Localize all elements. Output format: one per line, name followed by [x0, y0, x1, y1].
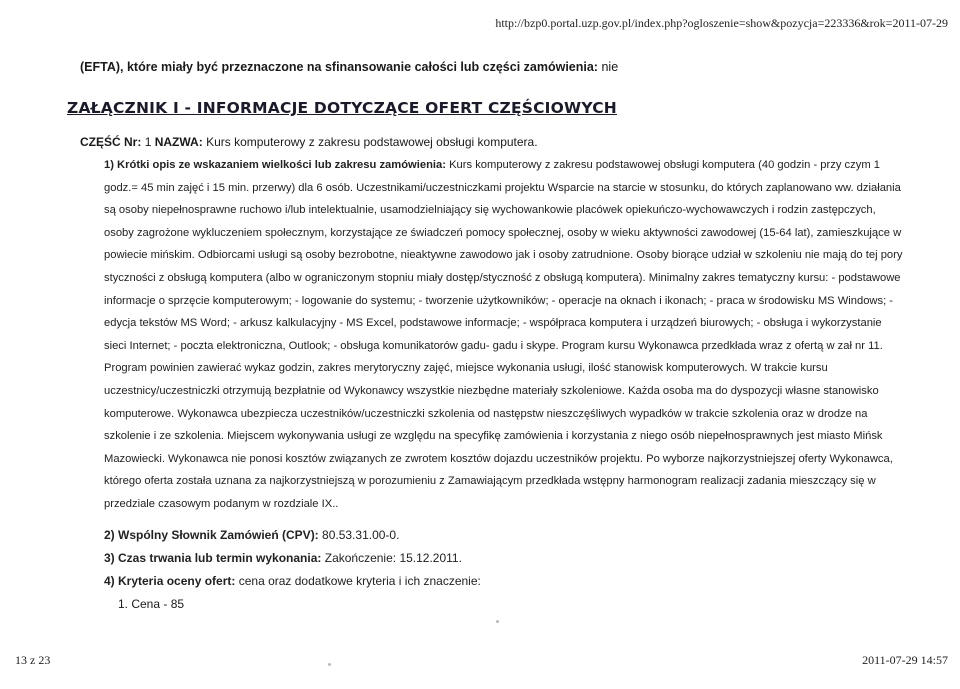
duration-value: Zakończenie: 15.12.2011.	[324, 551, 462, 565]
criteria-line	[104, 574, 481, 588]
efta-label: (EFTA), które miały być przeznaczone na sfinansowanie całości lub części zamówienia:	[80, 60, 598, 74]
print-datetime: 2011-07-29 14:57	[862, 653, 948, 667]
efta-value: nie	[601, 60, 619, 74]
short-description-text: Kurs komputerowy z zakresu podstawowej obsługi komputera (40 godzin - przy czym 1 godz.= 45 min zajęć i 15 min. przerwy) dla 6 osób. Uczestnikami/uczestniczkami projektu Wsparcie na starcie w stosunku, do których zaplanowano ww. działania są osoby niepełnosprawne ruchowo i/lub intelektualnie, usamodzielniający się wychowankowie placówek opiekuńczo-wychowawczych i rodzin zastępczych, osoby zagrożone wykluczeniem społecznym, korzystające ze świadczeń pomocy społecznej, osoby w wieku aktywności zawodowej (15-64 lat), zamieszkujące w powiecie mińskim. Odbiorcami usługi są osoby bezrobotne, nieaktywne zawodowo jak i osoby zatrudnione. Osoby biorące udział w szkoleniu nie mają do tej pory styczności z obsługą komputera (albo w ograniczonym stopniu miały dostęp/styczność z obsługą komputera). Minimalny zakres tematyczny kursu: - podstawowe informacje o sprzęcie komputerowym; - logowanie do systemu; - tworzenie użytkowników; - operacje na oknach i ikonach; - praca w środowisku MS Windows; - edycja tekstów MS Word; - arkusz kalkulacyjny - MS Excel, podstawowe informacje; - współpraca komputera i urządzeń biurowych; - obsługa i wykorzystanie sieci Internet; - poczta elektroniczna, Outlook; - obsługa komunikatorów gadu- gadu i skype. Program kursu Wykonawca przedkłada wraz z ofertą w zał nr 11. Program powinien zawierać wykaz godzin, zakres merytoryczny zajęć, miejsce wykonania usługi, ilość stanowisk komputerowych. W trakcie kursu uczestnicy/uczestniczki otrzymują bezpłatnie od Wykonawcy wszystkie niezbędne materiały szkoleniowe. Każda osoba ma do dyspozycji własne stanowisko komputerowe. Wykonawca ubezpiecza uczestników/uczestniczki szkolenia od następstw nieszczęśliwych wypadków w trakcie szkolenia oraz w drodze na szkolenie i ze szkolenia. Miejscem wykonywania usługi ze względu na specyfikę zamówienia i korzystania z niego osób niepełnosprawnych jest miasto Mińsk Mazowiecki. Wykonawca nie ponosi kosztów związanych ze zwrotem kosztów dojazdu uczestników projektu. Po wyborze najkorzystniejszej oferty Wykonawca, którego oferta została uznana za najkorzystniejszą w porozumieniu z Zamawiającym przedkłada wstępny harmonogram realizacji zadania mieszczący się w przedziale czasowym podanym w rozdziale IX..	[104, 159, 903, 510]
annex-heading: ZAŁĄCZNIK I - INFORMACJE DOTYCZĄCE OFERT CZĘŚCIOWYCH	[67, 99, 617, 117]
scan-speck	[496, 620, 499, 623]
cpv-label: 2) Wspólny Słownik Zamówień (CPV):	[104, 528, 319, 542]
duration-line	[104, 551, 462, 565]
scan-speck	[328, 663, 331, 666]
cpv-value: 80.53.31.00-0.	[322, 528, 400, 542]
efta-line	[80, 60, 940, 74]
part-number-label: CZĘŚĆ Nr:	[80, 135, 142, 149]
part-number: 1	[144, 135, 152, 149]
cpv-line	[104, 528, 399, 542]
criteria-label: 4) Kryteria oceny ofert:	[104, 574, 236, 588]
criteria-value: cena oraz dodatkowe kryteria i ich znaczenie:	[238, 574, 481, 588]
duration-label: 3) Czas trwania lub termin wykonania:	[104, 551, 322, 565]
page-counter: 13 z 23	[15, 653, 51, 667]
short-description	[104, 154, 904, 516]
part-line	[80, 135, 538, 149]
part-name-label: NAZWA:	[154, 135, 203, 149]
short-description-label: 1) Krótki opis ze wskazaniem wielkości lub zakresu zamówienia:	[104, 159, 446, 171]
page-url: http://bzp0.portal.uzp.gov.pl/index.php?ogloszenie=show&pozycja=223336&rok=2011-07-29	[495, 16, 948, 30]
criteria-item: 1. Cena - 85	[118, 597, 185, 611]
part-name: Kurs komputerowy z zakresu podstawowej obsługi komputera.	[206, 135, 538, 149]
